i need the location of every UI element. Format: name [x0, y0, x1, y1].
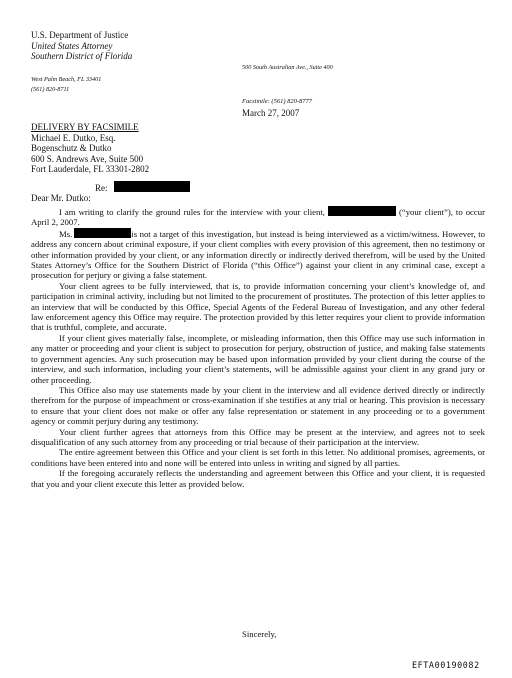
redaction-block [328, 206, 396, 216]
office-address: 500 South Australian Ave., Suite 400 [242, 64, 333, 71]
paragraph-1 [31, 206, 485, 228]
recipient-name: Michael E. Dutko, Esq. [31, 132, 116, 143]
salutation: Dear Mr. Dutko: [31, 193, 91, 203]
paragraph-2-text: Ms. [59, 228, 73, 239]
paragraph-7: The entire agreement between this Office and your client is set forth in this letter. No additional promises, agreements, or conditions have been entered into and none will be entered into unless in writing and signed by all parties. [31, 447, 485, 468]
recipient-firm: Bogenschutz & Dutko [31, 143, 112, 154]
closing: Sincerely, [242, 629, 277, 639]
redaction-block [74, 228, 131, 238]
paragraph-1-text: I am writing to clarify the ground rules for the interview with your client, [59, 207, 325, 217]
delivery-method: DELIVERY BY FACSIMILE [31, 122, 139, 132]
paragraph-4: If your client gives materially false, incomplete, or misleading information, then this Office may use such information in any matter or proceeding and your client is subject to prosecution for perjury, obstruction of justice, and making false statements to government agencies. Any such prosecution may be based upon information provided by your client during the course of the interview, and such information, including your client’s statements, will be admissible against your client in any grand jury or other proceeding. [31, 332, 485, 385]
letter-body [31, 206, 485, 489]
recipient-city: Fort Lauderdale, FL 33301-2802 [31, 164, 150, 175]
footer-id: EFTA00190082 [412, 660, 480, 670]
paragraph-2-text-end: is not a target of this investigation, but instead is being interviewed as a victim/witness. However, to address any concern about criminal exposure, if your client complies with every provision of this agreement, then no testimony or other information provided by your client, or any information directly or indirectly derived therefrom, will be used by the United States Attorney’s Office for the Southern District of Florida (“this Office”) against your client in any criminal case, except a prosecution for perjury or giving a false statement. [31, 228, 485, 281]
re-label: Re: [95, 183, 108, 193]
paragraph-5: This Office also may use statements made by your client in the interview and all evidence derived directly or indirectly therefrom for the purpose of impeachment or cross-examination if she testifies at any trial or hearing. This provision is necessary to ensure that your client does not make or offer any false representation or statement in any proceeding or to a government agency or commit perjury during any testimony. [31, 384, 485, 427]
facsimile-number: Facsimile: (561) 820-8777 [242, 98, 313, 105]
phone-number: (561) 820-8711 [31, 86, 70, 93]
recipient-block [31, 122, 149, 175]
paragraph-6: Your client further agrees that attorneys from this Office may be present at the interview, and agrees not to seek disqualification of any such attorney from any proceeding or trial because of their participation at the interview. [31, 426, 485, 447]
letterhead-office: United States Attorney [31, 40, 113, 51]
letterhead [31, 30, 132, 62]
re-line [95, 181, 190, 194]
recipient-street: 600 S. Andrews Ave, Suite 500 [31, 153, 144, 164]
letterhead-district: Southern District of Florida [31, 51, 133, 61]
city-line: West Palm Beach, FL 33401 [31, 76, 102, 83]
paragraph-8: If the foregoing accurately reflects the understanding and agreement between this Office and your client, it is requested that you and your client execute this letter as provided below. [31, 468, 485, 489]
paragraph-1-text-end: (“your client”), to occur April 2, 2007. [31, 207, 485, 228]
paragraph-3: Your client agrees to be fully interviewed, that is, to provide information concerning your client’s knowledge of, and participation in criminal activity, including but not limited to the procurement of prostitutes. The protection of this letter applies to an interview that will be conducted by this Office, Special Agents of the Federal Bureau of Investigation, and any other federal law enforcement agency this Office may require. The protection provided by this letter requires your client to provide information that is truthful, complete, and accurate. [31, 280, 485, 333]
letterhead-department: U.S. Department of Justice [31, 30, 129, 40]
letter-date: March 27, 2007 [242, 108, 300, 118]
redaction-block [114, 181, 190, 192]
paragraph-2 [31, 228, 485, 281]
